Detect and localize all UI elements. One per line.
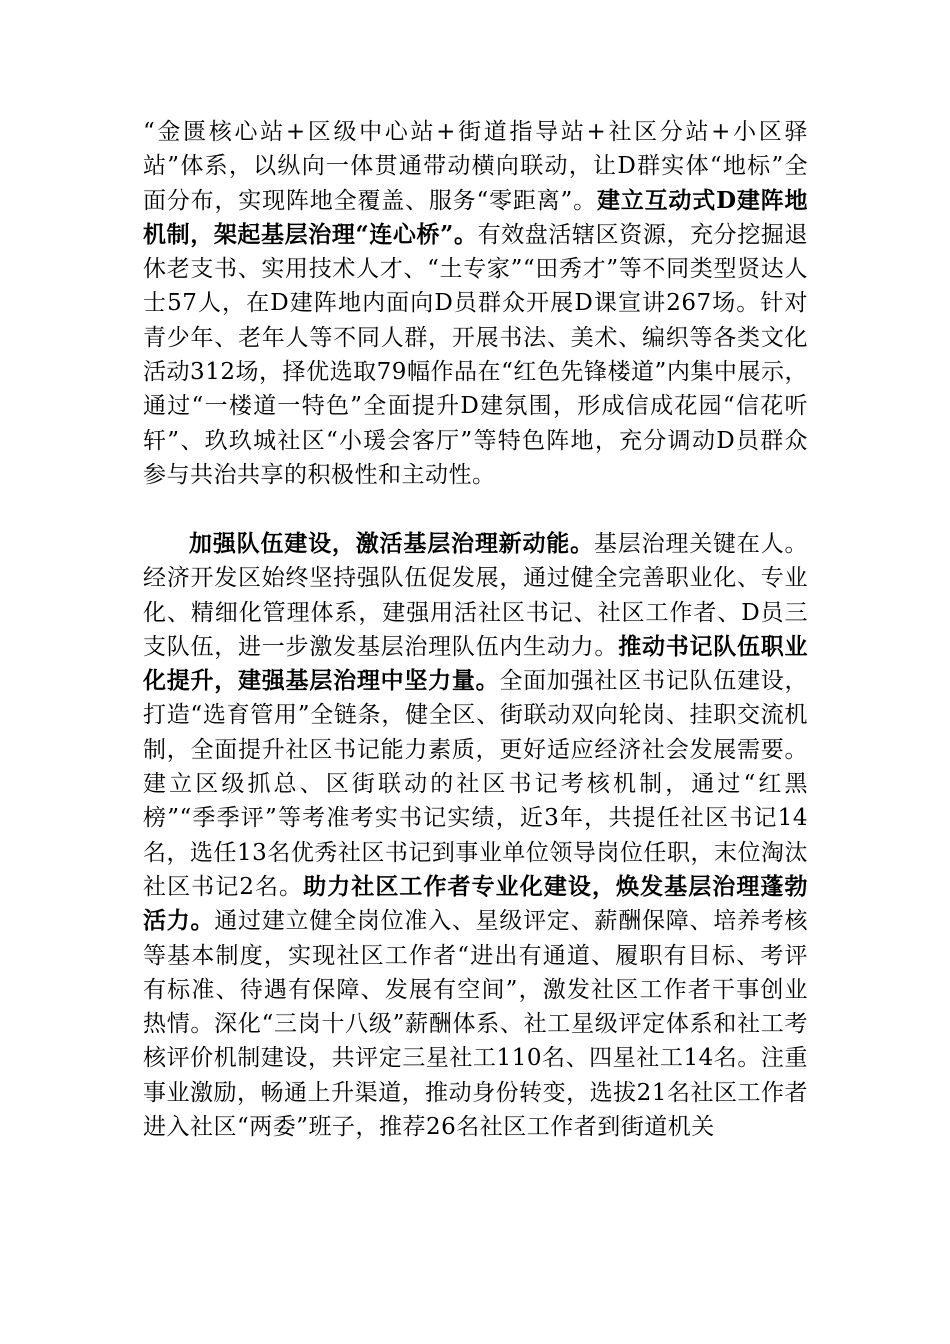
paragraph-1-text: “金匮核心站+区级中心站+街道指导站+社区分站+小区驿站”体系，以纵向一体贯通带动横向联动，让D群实体“地标”全面分布，实现阵地全覆盖、服务“零距离”。	[143, 119, 808, 214]
paragraph-2	[143, 527, 808, 1144]
paragraph-1	[143, 115, 808, 492]
paragraph-2-bold-subheading-1: 推动书记队伍职业化提升，建强基层治理中坚力量。	[143, 632, 809, 695]
paragraph-2-bold-heading: 加强队伍建设，激活基层治理新动能。	[189, 530, 594, 557]
paragraph-2-intro: 基层治理关键在人。经济开发区始终坚持强队伍促发展，通过健全完善职业化、专业化、精细化管理体系，建强用活社区书记、社区工作者、D员三支队伍，进一步激发基层治理队伍内生动力。	[143, 531, 809, 660]
paragraph-2-body-1: 全面加强社区书记队伍建设，打造“选育管用”全链条，健全区、街联动双向轮岗、挂职交流机制，全面提升社区书记能力素质，更好适应经济社会发展需要。建立区级抓总、区街联动的社区书记考核机制，通过“红黑榜”“季季评”等考准考实书记实绩，近3年，共提任社区书记14名，选任13名优秀社区书记到事业单位领导岗位任职，末位淘汰社区书记2名。	[143, 668, 809, 900]
paragraph-2-body-2: 通过建立健全岗位准入、星级评定、薪酬保障、培养考核等基本制度，实现社区工作者“进出有通道、履职有目标、考评有标准、待遇有保障、发展有空间”，激发社区工作者干事创业热情。深化“三岗十八级”薪酬体系、社工星级评定体系和社工考核评价机制建设，共评定三星社工110名、四星社工14名。注重事业激励，畅通上升渠道，推动身份转变，选拔21名社区工作者进入社区“两委”班子，推荐26名社区工作者到街道机关	[143, 908, 809, 1141]
paragraph-1-bold-heading: 建立互动式D建阵地机制，架起基层治理“连心桥”。	[143, 186, 808, 248]
paragraph-2-bold-subheading-2: 助力社区工作者专业化建设，焕发基层治理蓬勃活力。	[143, 872, 809, 935]
paragraph-1-body: 有效盘活辖区资源，充分挖掘退休老支书、实用技术人才、“土专家”“田秀才”等不同类型贤达人士57人，在D建阵地内面向D员群众开展D课宣讲267场。针对青少年、老年人等不同人群，开展书法、美术、编织等各类文化活动312场，择优选取79幅作品在“红色先锋楼道”内集中展示，通过“一楼道一特色”全面提升D建氛围，形成信成花园“信花听轩”、玖玖城社区“小瑗会客厅”等特色阵地，充分调动D员群众参与共治共享的积极性和主动性。	[143, 221, 809, 488]
